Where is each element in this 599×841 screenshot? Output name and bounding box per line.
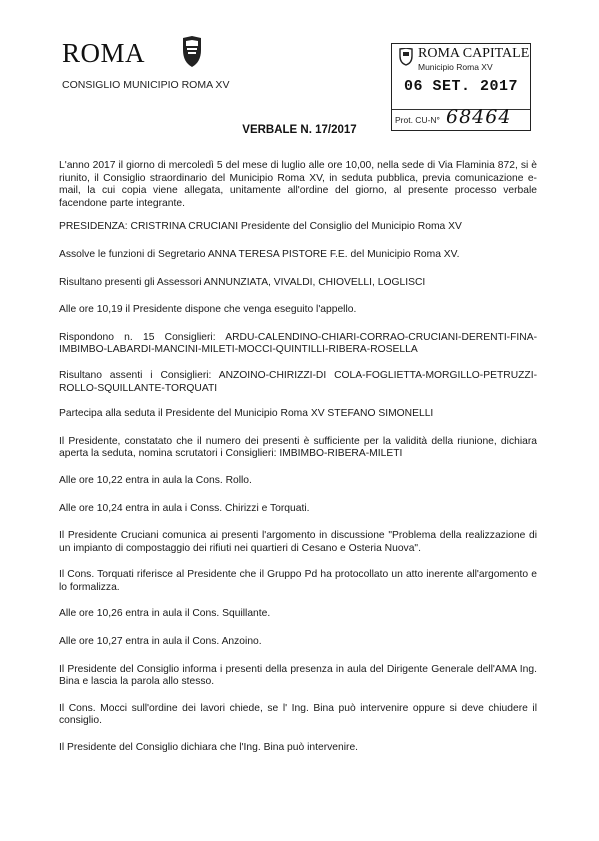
crest-icon <box>179 36 205 68</box>
paragraph-entry-1027: Alle ore 10,27 entra in aula il Cons. Anzoino. <box>59 636 262 648</box>
paragraph-municipal-president: Partecipa alla seduta il Presidente del Municipio Roma XV STEFANO SIMONELLI <box>59 408 434 420</box>
document-body <box>59 160 537 755</box>
stamp-date: 06 SET. 2017 <box>403 78 519 95</box>
paragraph-entry-1022: Alle ore 10,22 entra in aula la Cons. Rollo. <box>59 474 252 486</box>
stamp-subtitle: Municipio Roma XV <box>418 62 493 72</box>
stamp-protocol-number: 68464 <box>446 106 512 128</box>
paragraph-ama-director: Il Presidente del Consiglio informa i presenti della presenza in aula del Dirigente Generale dell'AMA Ing. Bina e lascia la parola allo stesso. <box>59 663 537 688</box>
roma-logo-text: ROMA <box>62 38 146 68</box>
paragraph-topic: Il Presidente Cruciani comunica ai presenti l'argomento in discussione "Problema della realizzazione di un impianto di compostaggio dei rifiuti nei quartieri di Cesano e Osteria Nuova". <box>59 530 537 554</box>
paragraph-bina-intervene: Il Presidente del Consiglio dichiara che l'Ing. Bina può intervenire. <box>59 742 359 754</box>
paragraph-presidency: PRESIDENZA: CRISTRINA CRUCIANI Presidente del Consiglio del Municipio Roma XV <box>59 221 462 233</box>
paragraph-secretary: Assolve le funzioni di Segretario ANNA TERESA PISTORE F.E. del Municipio Roma XV. <box>59 248 460 260</box>
paragraph-entry-1026: Alle ore 10,26 entra in aula il Cons. Squillante. <box>59 608 271 620</box>
protocol-stamp <box>391 43 531 131</box>
stamp-title: ROMA CAPITALE <box>418 46 530 61</box>
paragraph-entry-1024: Alle ore 10,24 entra in aula i Conss. Chirizzi e Torquati. <box>59 502 310 514</box>
paragraph-assessors: Risultano presenti gli Assessori ANNUNZIATA, VIVALDI, CHIOVELLI, LOGLISCI <box>59 276 426 288</box>
stamp-protocol-label: Prot. CU-N° <box>395 115 440 125</box>
stamp-crest-icon <box>398 48 414 66</box>
paragraph-mocci: Il Cons. Mocci sull'ordine dei lavori chiede, se l' Ing. Bina può intervenire oppure si deve chiudere il consiglio. <box>59 702 537 727</box>
paragraph-opening: L'anno 2017 il giorno di mercoledì 5 del mese di luglio alle ore 10,00, nella sede di Via Flaminia 872, si è riunito, il Consiglio straordinario del Municipio Roma XV, in seduta pubblica, previa comunicazione e-mail, la cui copia viene allegata, unitamente all'ordine del giorno, al presente processo verbale facendone parte integrante. <box>59 160 537 209</box>
document-title: VERBALE N. 17/2017 <box>242 124 357 136</box>
paragraph-session-open: Il Presidente, constatato che il numero dei presenti è sufficiente per la validità della riunione, dichiara aperta la seduta, nomina scrutatori i Consiglieri: IMBIMBO-RIBERA-MILETI <box>59 435 537 460</box>
council-subtitle: CONSIGLIO MUNICIPIO ROMA XV <box>62 79 230 91</box>
paragraph-present: Rispondono n. 15 Consiglieri: ARDU-CALENDINO-CHIARI-CORRAO-CRUCIANI-DERENTI-FINA-IMBIMBO-LABARDI-MANCINI-MILETI-MOCCI-QUINTILLI-RIBERA-ROSELLA <box>59 331 537 356</box>
paragraph-roll-call: Alle ore 10,19 il Presidente dispone che venga eseguito l'appello. <box>59 304 357 316</box>
paragraph-absent: Risultano assenti i Consiglieri: ANZOINO-CHIRIZZI-DI COLA-FOGLIETTA-MORGILLO-PETRUZZI-ROLLO-SQUILLANTE-TORQUATI <box>59 369 537 394</box>
paragraph-torquati: Il Cons. Torquati riferisce al Presidente che il Gruppo Pd ha protocollato un atto inerente all'argomento e lo formalizza. <box>59 569 537 593</box>
